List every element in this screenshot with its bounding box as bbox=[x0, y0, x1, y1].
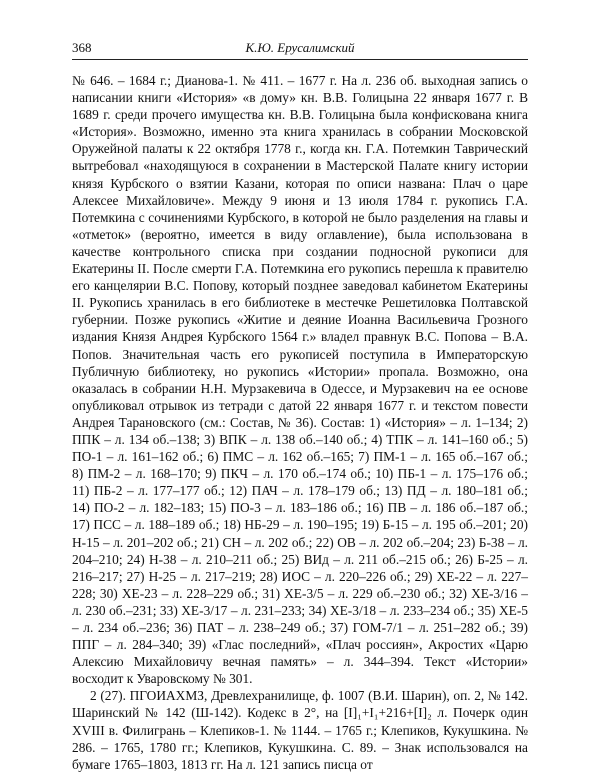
header-rule bbox=[72, 59, 528, 60]
paragraph-1: № 646. – 1684 г.; Дианова-1. № 411. – 1677 г. На л. 236 об. выходная запись о написании книги «История» «в дому» кн. В.В. Голицына 22 января 1677 г. В 1689 г. среди прочего имущества кн. В.В. Голицына была конфискована книга «История». Возможно, именно эта книга хранилась в собрании Московской Оружейной палаты к 22 октября 1778 г., когда кн. Г.А. Потемкин Таврический вытребовал «находящуюся в сохранении в Мастерской Палате книгу истории князя Курбского о взятии Казани, которая по описи названа: Плач о царе Алексее Михайловиче». Между 9 июня и 13 июля 1784 г. рукопись Г.А. Потемкина с сочинениями Курбского, в которой не было разделения на главы и «отметок» (вероятно, имеется в виду оглавление), была использована в качестве контрольного списка при создании подносной рукописи для Екатерины II. После смерти Г.А. Потемкина его рукопись перешла к правителю его канцелярии В.С. Попову, который позднее заведовал кабинетом Екатерины II. Рукопись хранилась в его библиотеке в местечке Решетиловка Полтавской губернии. Позже рукопись «Житие и деяние Иоанна Васильевича Грозного издания Князя Андрея Курбского 1564 г.» владел правнук В.С. Попова – В.А. Попов. Значительная часть его рукописей поступила в Императорскую Публичную библиотеку, но рукопись «Истории» пропала. Возможно, она оказалась в собрании Н.Н. Мурзакевича в Одессе, и Мурзакевич на ее основе опубликовал отрывок из тетради с датой 22 января 1677 г. и текстом повести Андрея Тарановского (см.: Состав, № 36). Состав: 1) «История» – л. 1–134; 2) ППК – л. 134 об.–138; 3) ВПК – л. 138 об.–140 об.; 4) ТПК – л. 141–160 об.; 5) ПО-1 – л. 161–162 об.; 6) ПМС – л. 162 об.–165; 7) ПМ-1 – л. 165 об.–167 об.; 8) ПМ-2 – л. 168–170; 9) ПКЧ – л. 170 об.–174 об.; 10) ПБ-1 – л. 175–176 об.; 11) ПБ-2 – л. 177–177 об.; 12) ПАЧ – л. 178–179 об.; 13) ПД – л. 180–181 об.; 14) ПО-2 – л. 182–183; 15) ПО-3 – л. 183–186 об.; 16) ПВ – л. 186 об.–187 об.; 17) ПСС – л. 188–189 об.; 18) НБ-29 – л. 190–195; 19) Б-15 – л. 195 об.–201; 20) Н-15 – л. 201–202 об.; 21) СН – л. 202 об.; 22) ОВ – л. 202 об.–204; 23) Б-38 – л. 204–210; 24) Н-38 – л. 210–211 об.; 25) ВИд – л. 211 об.–215 об.; 26) Б-25 – л. 216–217; 27) Н-25 – л. 217–219; 28) ИОС – л. 220–226 об.; 29) ХЕ-22 – л. 227–228; 30) ХЕ-23 – л. 228–229 об.; 31) ХЕ-3/5 – л. 229 об.–230 об.; 32) ХЕ-3/16 – л. 230 об.–231; 33) ХЕ-3/17 – л. 231–233; 34) ХЕ-3/18 – л. 233–234 об.; 35) ХЕ-5 – л. 234 об.–236; 36) ПАТ – л. 238–249 об.; 37) ГОМ-7/1 – л. 251–282 об.; 39) ППГ – л. 284–340; 39) «Глас последний», «Плач россиян», Акростих «Царю Алексию Михайловичу вечная память» – л. 344–394. Текст «Истории» восходит к Уваровскому № 301. bbox=[72, 73, 528, 687]
body-text bbox=[72, 72, 528, 773]
page-number: 368 bbox=[72, 40, 92, 55]
running-title: К.Ю. Ерусалимский bbox=[245, 40, 355, 55]
page-header bbox=[72, 38, 528, 60]
paragraph-2: 2 (27). ПГОИАХМЗ, Древлехранилище, ф. 1007 (В.И. Шарин), оп. 2, № 142. Шаринский № 142 (Ш-142). Кодекс в 2°, на [I]₁+I₁+216+[I]₂ л. Почерк один XVIII в. Филигрань – Клепиков-1. № 1144. – 1765 г.; Клепиков, Кукушкина. № 286. – 1765, 1780 гг.; Клепиков, Кукушкина. С. 89. – Знак использовался на бумаге 1765–1803, 1813 гг. На л. 121 запись писца от bbox=[72, 688, 528, 772]
